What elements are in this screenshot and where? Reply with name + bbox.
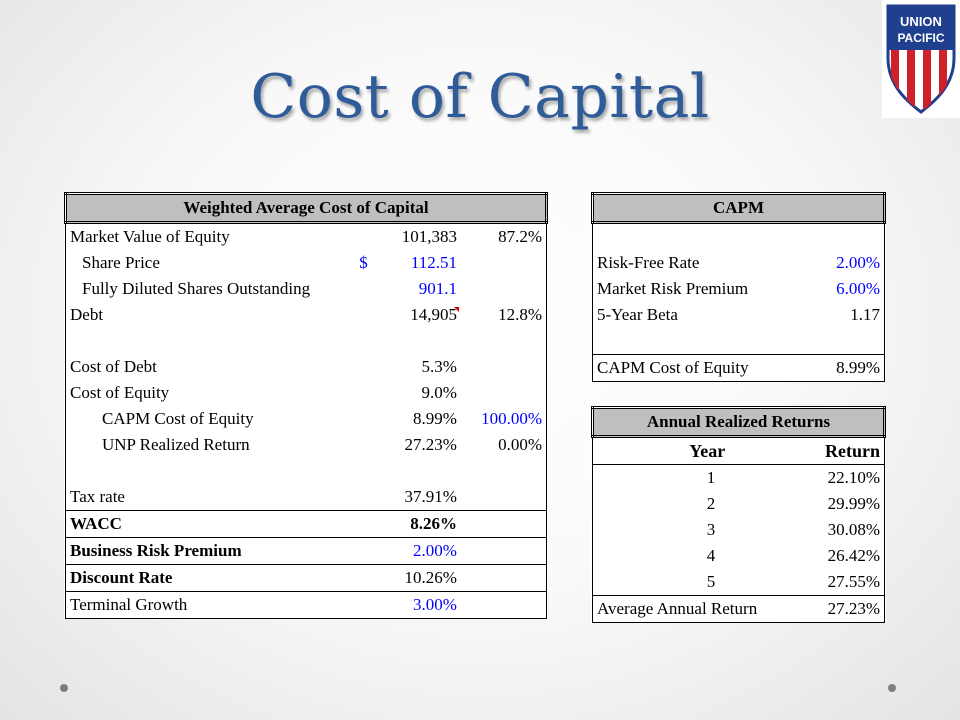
market-risk-premium-value: 6.00% (836, 279, 880, 298)
table-row (66, 250, 547, 276)
market-value-equity-label: Market Value of Equity (70, 227, 230, 246)
currency-symbol: $ (359, 253, 368, 272)
unp-realized-return-label: UNP Realized Return (102, 435, 250, 454)
terminal-growth-value: 3.00% (372, 592, 461, 619)
table-row (593, 517, 885, 543)
return-cell: 30.08% (827, 520, 880, 539)
table-row (66, 354, 547, 380)
tax-rate-label: Tax rate (70, 487, 125, 506)
table-row (593, 276, 885, 302)
table-row (593, 465, 885, 492)
business-risk-premium-label: Business Risk Premium (66, 538, 372, 565)
table-row (593, 569, 885, 596)
terminal-growth-label: Terminal Growth (66, 592, 372, 619)
returns-header: Annual Realized Returns (593, 408, 885, 437)
shares-outstanding-label: Fully Diluted Shares Outstanding (82, 279, 311, 298)
table-row (66, 302, 547, 328)
debt-pct: 12.8% (498, 305, 542, 324)
year-cell: 3 (706, 520, 716, 539)
logo-text-union: UNION (900, 14, 942, 29)
return-cell: 22.10% (827, 468, 880, 487)
table-row (593, 543, 885, 569)
table-row (593, 302, 885, 328)
wacc-label: WACC (66, 511, 372, 538)
union-pacific-logo (882, 0, 960, 118)
table-row (66, 432, 547, 458)
return-cell: 26.42% (827, 546, 880, 565)
return-cell: 27.55% (827, 572, 880, 591)
table-row (66, 538, 547, 565)
shares-outstanding-value: 901.1 (418, 279, 457, 298)
table-row (66, 565, 547, 592)
cost-of-debt-value: 5.3% (421, 357, 457, 376)
wacc-value: 8.26% (372, 511, 461, 538)
year-cell: 2 (706, 494, 716, 513)
year-cell: 1 (706, 468, 716, 487)
share-price-label: Share Price (82, 253, 160, 272)
beta-label: 5-Year Beta (597, 305, 678, 324)
decorative-dot-right (888, 684, 896, 692)
cost-of-equity-label: Cost of Equity (70, 383, 170, 402)
discount-rate-label: Discount Rate (66, 565, 372, 592)
return-cell: 29.99% (827, 494, 880, 513)
tax-rate-value: 37.91% (404, 487, 457, 506)
year-cell: 4 (706, 546, 716, 565)
market-value-equity-pct: 87.2% (498, 227, 542, 246)
table-row (66, 223, 547, 251)
year-column-header: Year (593, 437, 762, 465)
table-row (66, 484, 547, 511)
business-risk-premium-value: 2.00% (372, 538, 461, 565)
market-value-equity-value: 101,383 (401, 227, 457, 246)
capm-weight: 100.00% (481, 409, 542, 428)
capm-result-label: CAPM Cost of Equity (593, 355, 816, 382)
average-return-label: Average Annual Return (593, 596, 762, 623)
cost-of-equity-value: 9.0% (421, 383, 457, 402)
capm-result-value: 8.99% (815, 355, 884, 382)
table-row (66, 511, 547, 538)
table-row (66, 380, 547, 406)
capm-header: CAPM (593, 194, 885, 223)
table-row (593, 250, 885, 276)
returns-table (591, 406, 886, 623)
discount-rate-value: 10.26% (372, 565, 461, 592)
slide-title: Cost of Capital (250, 62, 710, 132)
year-cell: 5 (706, 572, 716, 591)
debt-label: Debt (70, 305, 104, 324)
capm-cost-of-equity-label: CAPM Cost of Equity (102, 409, 254, 428)
risk-free-rate-label: Risk-Free Rate (597, 253, 700, 272)
cost-of-debt-label: Cost of Debt (70, 357, 157, 376)
table-row (593, 596, 885, 623)
market-risk-premium-label: Market Risk Premium (597, 279, 749, 298)
wacc-header: Weighted Average Cost of Capital (66, 194, 547, 223)
table-row (66, 406, 547, 432)
return-column-header: Return (761, 437, 884, 465)
table-row (66, 592, 547, 619)
risk-free-rate-value: 2.00% (836, 253, 880, 272)
beta-value: 1.17 (850, 305, 880, 324)
unp-realized-return-value: 27.23% (404, 435, 457, 454)
table-row (66, 276, 547, 302)
returns-column-headers (593, 437, 885, 465)
logo-text-pacific: PACIFIC (897, 31, 945, 45)
wacc-table (64, 192, 548, 619)
share-price-value: 112.51 (410, 253, 457, 272)
unp-realized-return-weight: 0.00% (498, 435, 542, 454)
decorative-dot-left (60, 684, 68, 692)
capm-table (591, 192, 886, 382)
average-return-value: 27.23% (761, 596, 884, 623)
debt-value[interactable]: 14,905 (410, 305, 457, 324)
capm-cost-of-equity-value: 8.99% (413, 409, 457, 428)
table-row (593, 491, 885, 517)
table-row (593, 355, 885, 382)
